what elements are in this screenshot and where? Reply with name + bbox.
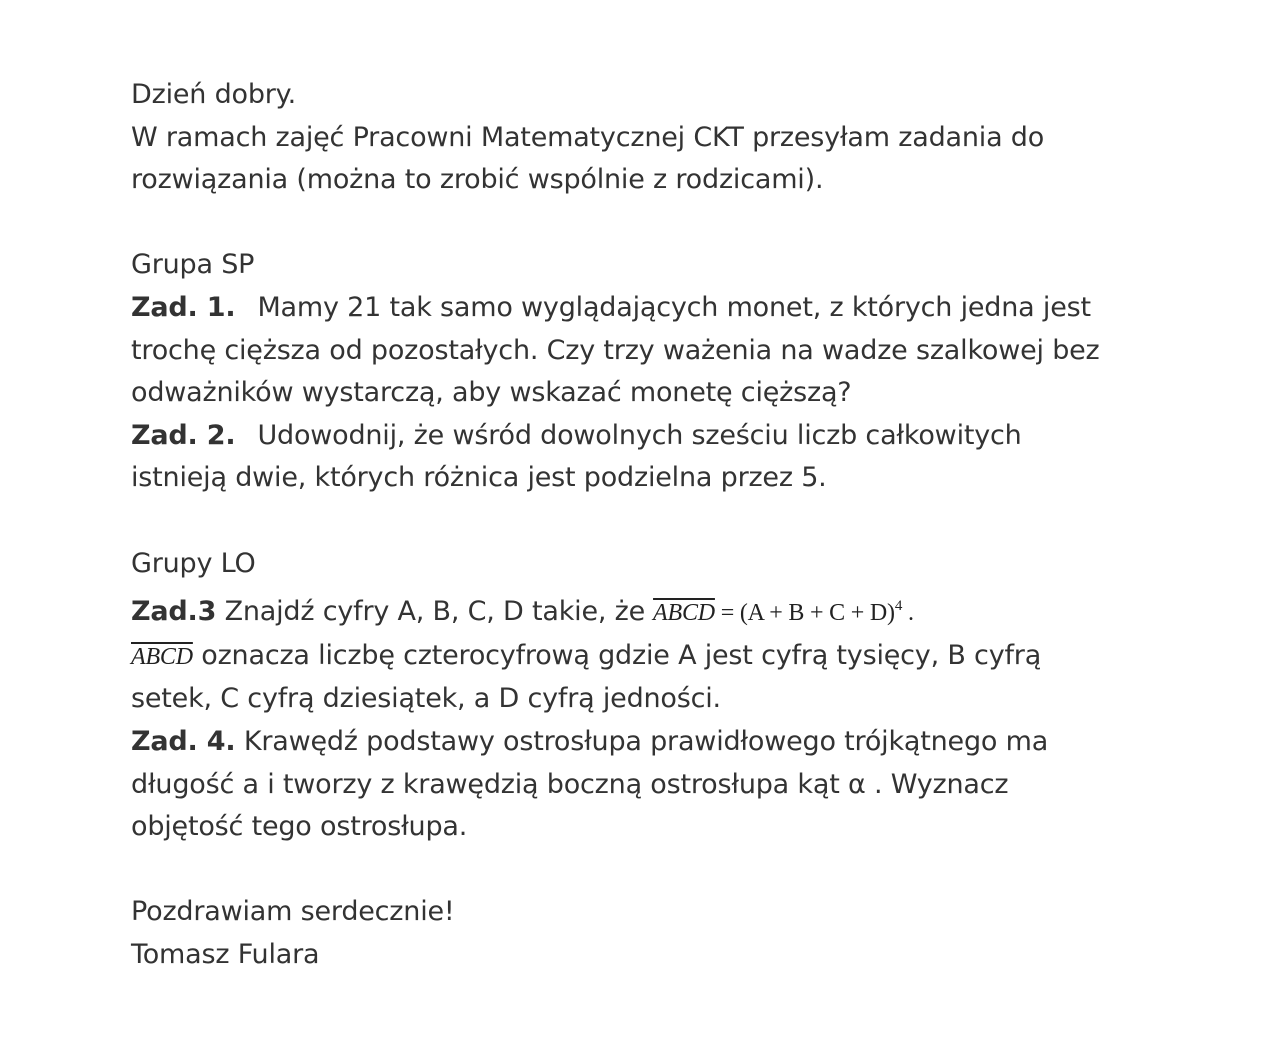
task-4-line: długość a i tworzy z krawędzią boczną ostrosłupa kąt α . Wyznacz	[131, 768, 1009, 800]
task-2-line	[131, 415, 1241, 458]
task-4-line	[131, 721, 1241, 764]
signature: Tomasz Fulara	[131, 938, 320, 970]
document-body	[131, 74, 1241, 976]
formula-end: .	[907, 600, 914, 627]
intro-line: rozwiązania (można to zrobić wspólnie z rodzicami).	[131, 164, 824, 196]
formula-rhs: = (A + B + C + D)	[720, 600, 895, 627]
task-1-label: Zad. 1.	[131, 291, 236, 323]
spacer	[131, 500, 1241, 543]
task-2-text: Udowodnij, że wśród dowolnych sześciu liczb całkowitych	[257, 419, 1022, 451]
task-3-text: Znajdź cyfry A, B, C, D takie, że	[224, 596, 646, 628]
task-3-formula	[653, 600, 914, 626]
task-3-line	[131, 585, 1241, 635]
task-3-line	[131, 635, 1241, 679]
formula-abcd-overline: ABCD	[653, 600, 715, 627]
task-4-label: Zad. 4.	[131, 725, 236, 757]
task-1-line: odważników wystarczą, aby wskazać monetę cięższą?	[131, 377, 852, 409]
group-lo-heading: Grupy LO	[131, 547, 256, 579]
task-1-text: Mamy 21 tak samo wyglądających monet, z których jedna jest	[257, 291, 1091, 323]
task-3-label: Zad.3	[131, 596, 217, 628]
task-1-line	[131, 287, 1241, 330]
abcd-overline: ABCD	[131, 643, 193, 670]
task-2-line: istnieją dwie, których różnica jest podzielna przez 5.	[131, 462, 827, 494]
intro-line: W ramach zajęć Pracowni Matematycznej CKT przesyłam zadania do	[131, 121, 1045, 153]
spacer	[131, 202, 1241, 245]
task-2-label: Zad. 2.	[131, 419, 236, 451]
task-3-line: setek, C cyfrą dziesiątek, a D cyfrą jedności.	[131, 683, 721, 715]
task-1-line: trochę cięższa od pozostałych. Czy trzy ważenia na wadze szalkowej bez	[131, 334, 1100, 366]
formula-exponent: 4	[894, 598, 903, 615]
task-4-text: Krawędź podstawy ostrosłupa prawidłowego trójkątnego ma	[243, 725, 1049, 757]
closing: Pozdrawiam serdecznie!	[131, 896, 455, 928]
task-3-line2: oznacza liczbę czterocyfrową gdzie A jest cyfrą tysięcy, B cyfrą	[201, 639, 1042, 671]
spacer	[131, 849, 1241, 892]
group-sp-heading: Grupa SP	[131, 249, 255, 281]
task-4-line: objętość tego ostrosłupa.	[131, 811, 468, 843]
greeting: Dzień dobry.	[131, 79, 296, 110]
